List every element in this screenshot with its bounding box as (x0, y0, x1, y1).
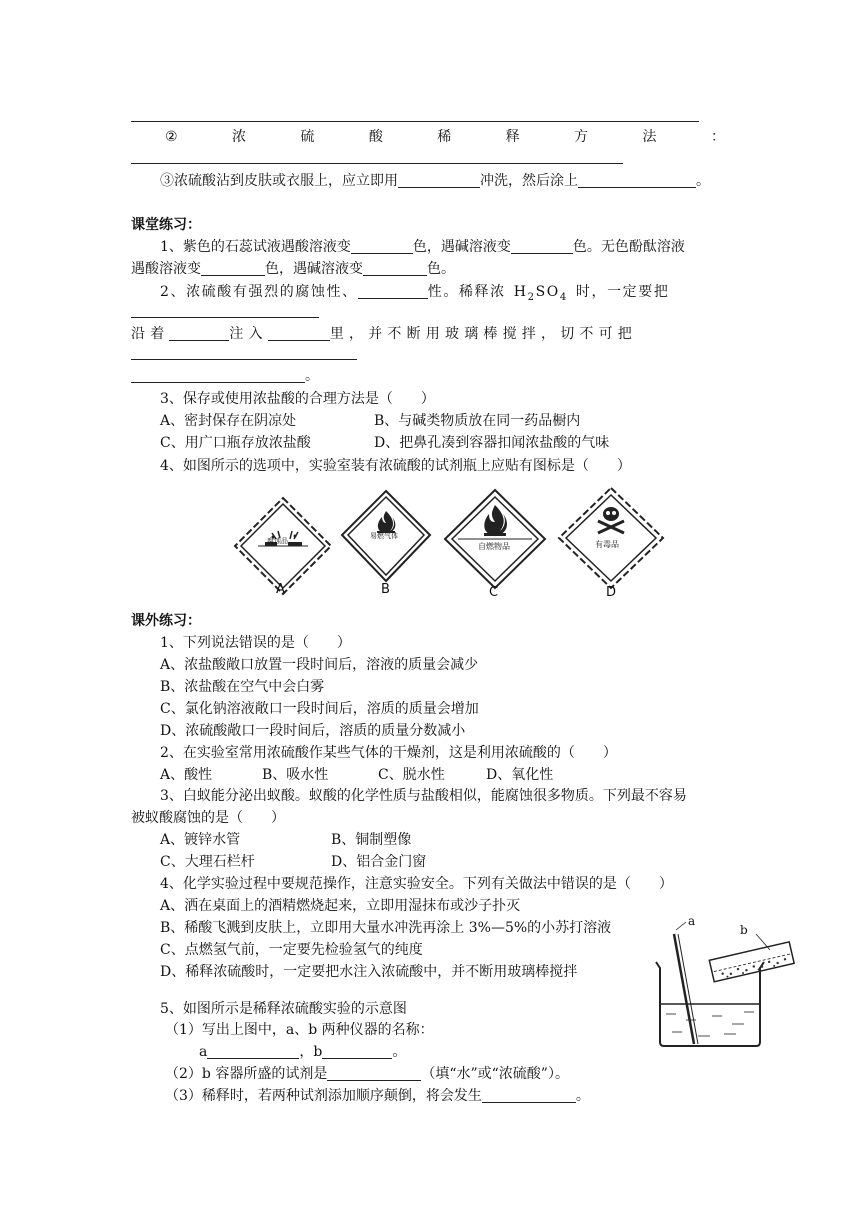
method-char: 释 (505, 129, 520, 145)
answer-line (131, 163, 623, 164)
apparatus-label-a: a (688, 914, 696, 928)
method-char: 法 (642, 129, 657, 145)
question-3: 3、白蚁能分泌出蚁酸。蚁酸的化学性质与盐酸相似，能腐蚀很多物质。下列最不容易 (160, 788, 687, 804)
answer-line (131, 121, 699, 122)
section-heading: 课外练习： (131, 613, 201, 629)
method-char: ： (710, 129, 725, 145)
option-d: D、浓硫酸敞口一段时间后，溶质的质量分数减小 (160, 723, 466, 739)
answer-blank[interactable] (358, 284, 428, 299)
option-c: C、氯化钠溶液敞口一段时间后，溶质的质量会增加 (160, 701, 479, 717)
option-c: C、点燃氢气前，一定要先检验氢气的纯度 (160, 942, 423, 958)
dilution-method-line (165, 128, 725, 146)
sign-text: 自燃物品 (478, 542, 510, 551)
sign-letter: C (489, 585, 499, 600)
option-b: B、铜制塑像 (331, 832, 412, 848)
sign-text: 易燃气体 (370, 532, 398, 540)
question-4: 4、化学实验过程中要规范操作，注意实验安全。下列有关做法中错误的是（ ） (160, 876, 673, 892)
question-1-line: 遇酸溶液变 色，遇碱溶液变 色。 (131, 261, 455, 277)
answer-blank[interactable] (268, 326, 330, 341)
question-3: 被蚁酸腐蚀的是（ ） (131, 810, 285, 826)
question-4: 4、如图所示的选项中，实验室装有浓硫酸的试剂瓶上应贴有图标是（ ） (160, 458, 631, 474)
question-1: 1、下列说法错误的是（ ） (160, 635, 351, 651)
method-char: 酸 (368, 129, 383, 145)
question-3: 3、保存或使用浓盐酸的合理方法是（ ） (160, 391, 435, 407)
question-5-part-2: （2）b 容器所盛的试剂是 （填“水”或“浓硫酸”）。 (165, 1066, 569, 1082)
method-char: 稀 (437, 129, 452, 145)
method-char: 硫 (300, 129, 315, 145)
apparatus-label-b: b (740, 923, 748, 937)
option-d: D、氧化性 (486, 767, 554, 783)
answer-blank[interactable] (398, 173, 480, 188)
method-char: 方 (574, 129, 589, 145)
sign-text: 腐蚀品 (267, 537, 288, 545)
answer-blank[interactable] (207, 1044, 299, 1059)
question-5-part-3: （3）稀释时，若两种试剂添加顺序颠倒，将会发生 。 (165, 1088, 590, 1104)
option-b: B、与碱类物质放在同一药品橱内 (374, 413, 581, 429)
question-2-line: 2、浓硫酸有强烈的腐蚀性、 性。稀释浓 $H_2SO_4$ 时，一定要把 (160, 284, 670, 303)
answer-blank[interactable] (482, 1088, 576, 1103)
answer-line (131, 317, 319, 318)
option-a: A、洒在桌面上的酒精燃烧起来，立即用湿抹布或沙子扑灭 (160, 898, 521, 914)
sign-letter: B (381, 582, 390, 597)
option-c: C、大理石栏杆 (160, 854, 255, 870)
answer-blank[interactable] (169, 326, 229, 341)
answer-blank[interactable] (363, 261, 427, 276)
question-5: 5、如图所示是稀释浓硫酸实验的示意图 (160, 1001, 407, 1017)
option-b: B、吸水性 (262, 767, 329, 783)
sign-text: 有毒品 (595, 540, 619, 549)
option-d: D、稀释浓硫酸时，一定要把水注入浓硫酸中，并不断用玻璃棒搅拌 (160, 964, 578, 980)
method-char: ② (165, 129, 178, 145)
option-a: A、酸性 (160, 767, 213, 783)
option-b: B、稀酸飞溅到皮肤上，立即用大量水冲洗再涂上 3%—5%的小苏打溶液 (160, 920, 612, 936)
question-1-line: 1、紫色的石蕊试液遇酸溶液变 色，遇碱溶液变 色。无色酚酞溶液 (160, 239, 685, 255)
option-c: C、用广口瓶存放浓盐酸 (160, 435, 311, 451)
question-5-part-1-answers: a ，b 。 (199, 1044, 407, 1060)
option-a: A、浓盐酸敞口放置一段时间后，溶液的质量会减少 (160, 657, 479, 673)
method-char: 浓 (231, 129, 246, 145)
answer-line (131, 359, 357, 360)
option-d: D、把鼻孔凑到容器扣闻浓盐酸的气味 (374, 435, 610, 451)
formula-h2so4: $H_2SO_4$ (513, 284, 568, 303)
answer-blank[interactable] (322, 1044, 392, 1059)
section-heading: 课堂练习： (131, 217, 201, 233)
question-2-line: 沿着 注入 里，并不断用玻璃棒搅拌，切不可把 (131, 326, 638, 342)
sign-letter: A (276, 582, 285, 597)
answer-blank[interactable] (351, 239, 413, 254)
answer-blank[interactable] (201, 261, 265, 276)
dilution-diagram (652, 920, 812, 1054)
question-2-line: 。 (131, 367, 319, 385)
question-2: 2、在实验室常用浓硫酸作某些气体的干燥剂，这是利用浓硫酸的（ ） (160, 745, 617, 761)
skin-contact-line: ③浓硫酸沾到皮肤或衣服上，应立即用 冲洗，然后涂上 。 (160, 173, 710, 189)
option-a: A、镀锌水管 (160, 832, 241, 848)
answer-blank[interactable] (511, 239, 573, 254)
answer-blank[interactable] (131, 368, 305, 383)
answer-blank[interactable] (327, 1066, 421, 1081)
option-a: A、密封保存在阴凉处 (160, 413, 297, 429)
option-b: B、浓盐酸在空气中会白雾 (160, 679, 325, 695)
option-c: C、脱水性 (378, 767, 445, 783)
question-5-part-1: （1）写出上图中，a、b 两种仪器的名称： (165, 1022, 434, 1038)
option-d: D、铝合金门窗 (331, 854, 427, 870)
answer-blank[interactable] (578, 173, 696, 188)
sign-letter: D (606, 585, 617, 600)
